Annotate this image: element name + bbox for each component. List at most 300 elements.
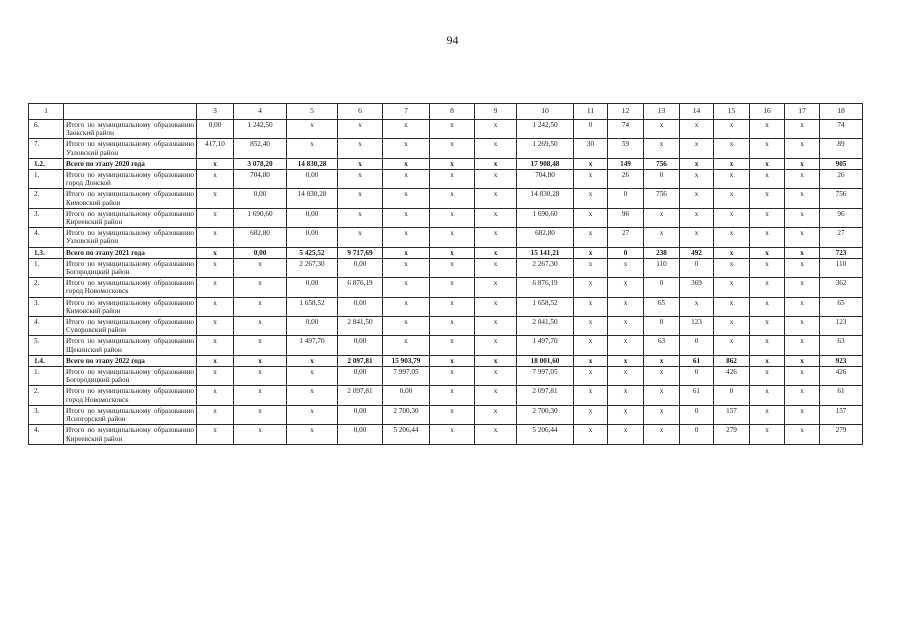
table-cell: 110 [644, 258, 680, 277]
table-cell: x [383, 247, 430, 258]
table-cell: 2 267,30 [517, 258, 574, 277]
column-header: 17 [785, 104, 820, 120]
table-cell: 682,80 [234, 228, 287, 247]
row-index: 2. [29, 189, 64, 208]
table-cell: 65 [820, 297, 863, 316]
table-cell: x [608, 425, 644, 444]
table-cell: 5 206,44 [517, 425, 574, 444]
table-cell: x [750, 367, 785, 386]
table-cell: x [475, 297, 517, 316]
table-cell: x [287, 355, 338, 366]
table-cell: 26 [608, 170, 644, 189]
table-cell: 1 242,50 [234, 120, 287, 139]
table-cell: x [287, 386, 338, 405]
table-cell: x [785, 367, 820, 386]
table-cell: x [383, 228, 430, 247]
table-cell: x [430, 139, 475, 158]
column-header: 6 [338, 104, 383, 120]
table-cell: x [430, 208, 475, 227]
table-cell: x [750, 139, 785, 158]
table-cell: x [197, 247, 234, 258]
table-cell: 0,00 [338, 297, 383, 316]
table-cell: x [197, 170, 234, 189]
table-cell: x [475, 405, 517, 424]
table-cell: x [785, 425, 820, 444]
table-cell: 1 269,50 [517, 139, 574, 158]
table-cell: x [608, 317, 644, 336]
table-row [29, 297, 863, 316]
table-cell: 238 [644, 247, 680, 258]
row-index: 1.2. [29, 158, 64, 169]
table-cell: x [714, 336, 750, 355]
column-header: 3 [197, 104, 234, 120]
table-cell: x [475, 139, 517, 158]
table-cell: 0 [644, 278, 680, 297]
column-header: 14 [680, 104, 714, 120]
table-cell: x [750, 120, 785, 139]
table-cell: x [785, 120, 820, 139]
table-cell: x [197, 208, 234, 227]
table-body [29, 104, 863, 445]
table-cell: x [574, 208, 608, 227]
table-cell: x [750, 386, 785, 405]
table-cell: x [644, 386, 680, 405]
table-cell: x [197, 278, 234, 297]
column-header: 5 [287, 104, 338, 120]
row-index: 3. [29, 297, 64, 316]
table-cell: x [430, 170, 475, 189]
table-cell: 905 [820, 158, 863, 169]
table-cell: 0 [714, 386, 750, 405]
table-cell: x [750, 317, 785, 336]
column-header: 16 [750, 104, 785, 120]
table-cell: 157 [820, 405, 863, 424]
table-cell: x [383, 158, 430, 169]
row-index: 5. [29, 336, 64, 355]
table-cell: 14 830,28 [287, 158, 338, 169]
table-cell: 756 [820, 189, 863, 208]
table-cell: x [785, 170, 820, 189]
table-cell: 0,00 [287, 170, 338, 189]
table-cell: x [714, 189, 750, 208]
table-cell: 17 908,48 [517, 158, 574, 169]
table-cell: x [785, 386, 820, 405]
table-cell: x [714, 170, 750, 189]
table-cell: x [750, 208, 785, 227]
table-cell: x [714, 278, 750, 297]
table-cell: x [680, 208, 714, 227]
table-cell: x [234, 367, 287, 386]
table-cell: 1 497,70 [287, 336, 338, 355]
table-cell: 0 [574, 120, 608, 139]
table-cell: 110 [820, 258, 863, 277]
table-row [29, 139, 863, 158]
table-cell: x [430, 189, 475, 208]
table-cell: x [430, 297, 475, 316]
table-cell: x [430, 120, 475, 139]
table-cell: x [608, 297, 644, 316]
table-cell: x [785, 139, 820, 158]
table-cell: x [475, 425, 517, 444]
table-cell: x [750, 405, 785, 424]
column-header: 8 [430, 104, 475, 120]
table-row [29, 278, 863, 297]
table-cell: x [714, 258, 750, 277]
data-table [28, 103, 863, 445]
table-cell: x [574, 278, 608, 297]
table-cell: 0 [680, 367, 714, 386]
table-cell: x [644, 367, 680, 386]
table-cell: x [714, 120, 750, 139]
table-cell: 63 [820, 336, 863, 355]
table-cell: 2 841,50 [338, 317, 383, 336]
table-cell: x [785, 189, 820, 208]
table-cell: x [430, 425, 475, 444]
table-cell: x [644, 425, 680, 444]
table-cell: x [750, 258, 785, 277]
table-cell: x [383, 278, 430, 297]
table-cell: 0,00 [383, 386, 430, 405]
row-label: Всего по этапу 2020 года [64, 158, 197, 169]
table-cell: 74 [820, 120, 863, 139]
table-cell: x [608, 278, 644, 297]
table-cell: x [338, 120, 383, 139]
row-label: Итого по муниципальному образованию Заокский район [64, 120, 197, 139]
table-cell: 2 841,50 [517, 317, 574, 336]
table-cell: 723 [820, 247, 863, 258]
table-cell: x [574, 158, 608, 169]
table-cell: x [714, 158, 750, 169]
column-header: 9 [475, 104, 517, 120]
table-cell: x [750, 247, 785, 258]
table-cell: 123 [820, 317, 863, 336]
table-cell: 0 [608, 189, 644, 208]
row-label: Итого по муниципальному образованию город Новомосковск [64, 278, 197, 297]
table-cell: 0 [680, 258, 714, 277]
table-cell: x [785, 258, 820, 277]
row-index: 1. [29, 367, 64, 386]
table-row [29, 317, 863, 336]
table-cell: x [574, 317, 608, 336]
row-label: Итого по муниципальному образованию Суворовский район [64, 317, 197, 336]
table-cell: x [680, 158, 714, 169]
table-row [29, 120, 863, 139]
table-cell: x [383, 139, 430, 158]
table-cell: 149 [608, 158, 644, 169]
table-cell: x [287, 120, 338, 139]
table-row [29, 336, 863, 355]
table-cell: 2 097,81 [338, 386, 383, 405]
table-cell: 96 [608, 208, 644, 227]
table-cell: x [608, 367, 644, 386]
row-label: Итого по муниципальному образованию Киреевский район [64, 208, 197, 227]
table-cell: x [430, 228, 475, 247]
table-cell: 65 [644, 297, 680, 316]
table-cell: x [644, 139, 680, 158]
table-cell: 0,00 [234, 189, 287, 208]
row-index: 2. [29, 278, 64, 297]
table-cell: x [750, 189, 785, 208]
table-cell: x [383, 258, 430, 277]
table-cell: 123 [680, 317, 714, 336]
table-cell: x [750, 336, 785, 355]
table-cell: x [714, 228, 750, 247]
table-cell: 682,80 [517, 228, 574, 247]
row-index: 1. [29, 258, 64, 277]
row-label: Итого по муниципальному образованию Узловский район [64, 139, 197, 158]
table-cell: 417,10 [197, 139, 234, 158]
table-cell: x [383, 297, 430, 316]
table-cell: 74 [608, 120, 644, 139]
table-cell: x [680, 189, 714, 208]
table-cell: 1 242,50 [517, 120, 574, 139]
row-index: 3. [29, 208, 64, 227]
header-row [29, 104, 863, 120]
table-cell: x [750, 228, 785, 247]
table-cell: x [197, 189, 234, 208]
table-cell: 0,00 [287, 208, 338, 227]
table-cell: x [680, 170, 714, 189]
table-cell: x [680, 228, 714, 247]
table-cell: 15 903,79 [383, 355, 430, 366]
table-cell: 61 [680, 355, 714, 366]
row-label: Итого по муниципальному образованию Кимовский район [64, 297, 197, 316]
table-cell: x [574, 228, 608, 247]
table-cell: 5 425,52 [287, 247, 338, 258]
row-index: 1.3. [29, 247, 64, 258]
table-row [29, 228, 863, 247]
table-cell: 14 830,28 [517, 189, 574, 208]
table-cell: x [785, 247, 820, 258]
row-label: Итого по муниципальному образованию Киреевский район [64, 425, 197, 444]
table-cell: x [574, 355, 608, 366]
table-cell: 0,00 [287, 317, 338, 336]
table-cell: x [785, 278, 820, 297]
table-cell: 852,40 [234, 139, 287, 158]
table-cell: 279 [714, 425, 750, 444]
row-index: 4. [29, 317, 64, 336]
table-cell: x [714, 247, 750, 258]
table-cell: x [383, 336, 430, 355]
column-header: 11 [574, 104, 608, 120]
table-cell: 0,00 [287, 228, 338, 247]
table-cell: 6 876,19 [338, 278, 383, 297]
table-cell: x [785, 317, 820, 336]
table-row [29, 208, 863, 227]
row-label: Итого по муниципальному образованию город Новомосковск [64, 386, 197, 405]
table-cell: x [430, 386, 475, 405]
table-cell: x [430, 367, 475, 386]
table-cell: 61 [680, 386, 714, 405]
table-cell: 7 997,05 [383, 367, 430, 386]
table-cell: x [785, 355, 820, 366]
table-cell: x [644, 120, 680, 139]
table-cell: x [475, 228, 517, 247]
row-index: 7. [29, 139, 64, 158]
table-cell: x [475, 158, 517, 169]
table-cell: x [197, 386, 234, 405]
table-row [29, 258, 863, 277]
table-cell: x [430, 317, 475, 336]
table-cell: 27 [608, 228, 644, 247]
table-cell: x [430, 355, 475, 366]
row-label: Всего по этапу 2021 года [64, 247, 197, 258]
column-header: 1 [29, 104, 64, 120]
row-label: Итого по муниципальному образованию Кимовский район [64, 189, 197, 208]
column-header: 4 [234, 104, 287, 120]
table-cell: 2 700,30 [383, 405, 430, 424]
table-cell: x [287, 367, 338, 386]
table-cell: x [234, 405, 287, 424]
table-cell: x [475, 317, 517, 336]
table-cell: x [714, 297, 750, 316]
table-cell: x [574, 170, 608, 189]
table-cell: 0,00 [338, 367, 383, 386]
row-index: 2. [29, 386, 64, 405]
table-cell: x [287, 425, 338, 444]
table-cell: x [430, 258, 475, 277]
table-cell: 59 [608, 139, 644, 158]
table-cell: 63 [644, 336, 680, 355]
table-cell: 1 658,52 [287, 297, 338, 316]
table-cell: 862 [714, 355, 750, 366]
table-cell: x [608, 405, 644, 424]
table-cell: x [338, 158, 383, 169]
table-cell: x [785, 228, 820, 247]
table-cell: 0 [680, 425, 714, 444]
table-cell: x [680, 297, 714, 316]
column-header [64, 104, 197, 120]
table-cell: 27 [820, 228, 863, 247]
table-cell: x [383, 189, 430, 208]
table-cell: x [680, 120, 714, 139]
table-cell: x [197, 158, 234, 169]
table-cell: x [475, 278, 517, 297]
row-label: Итого по муниципальному образованию Узловский район [64, 228, 197, 247]
table-cell: x [475, 355, 517, 366]
table-cell: 157 [714, 405, 750, 424]
row-label: Итого по муниципальному образованию Ясногорский район [64, 405, 197, 424]
row-index: 4. [29, 425, 64, 444]
table-cell: x [574, 405, 608, 424]
table-cell: 2 267,30 [287, 258, 338, 277]
table-cell: x [430, 278, 475, 297]
table-cell: 0,00 [338, 258, 383, 277]
row-label: Итого по муниципальному образованию Богородицкий район [64, 258, 197, 277]
table-cell: 14 830,28 [287, 189, 338, 208]
table-cell: x [383, 317, 430, 336]
table-cell: x [644, 208, 680, 227]
table-cell: 0,00 [338, 336, 383, 355]
row-index: 1. [29, 170, 64, 189]
table-cell: x [750, 170, 785, 189]
table-cell: x [338, 228, 383, 247]
table-cell: 0 [644, 317, 680, 336]
table-cell: x [574, 258, 608, 277]
table-cell: x [430, 336, 475, 355]
row-label: Итого по муниципальному образованию город Донской [64, 170, 197, 189]
table-cell: x [750, 355, 785, 366]
table-cell: x [197, 367, 234, 386]
total-row [29, 355, 863, 366]
table-cell: x [234, 336, 287, 355]
table-cell: x [574, 386, 608, 405]
table-cell: x [714, 208, 750, 227]
table-cell: 0,00 [287, 278, 338, 297]
table-cell: 1 497,70 [517, 336, 574, 355]
table-cell: x [608, 386, 644, 405]
table-cell: x [750, 297, 785, 316]
table-cell: 756 [644, 158, 680, 169]
table-cell: 3 078,20 [234, 158, 287, 169]
table-cell: x [785, 297, 820, 316]
table-cell: x [785, 336, 820, 355]
table-row [29, 170, 863, 189]
page-number: 94 [446, 33, 459, 47]
table-cell: x [785, 158, 820, 169]
table-cell: 0 [680, 405, 714, 424]
table-cell: x [644, 355, 680, 366]
table-cell: x [475, 258, 517, 277]
table-row [29, 367, 863, 386]
table-cell: x [475, 386, 517, 405]
table-cell: 2 700,30 [517, 405, 574, 424]
row-index: 4. [29, 228, 64, 247]
table-cell: x [680, 139, 714, 158]
table-cell: x [714, 139, 750, 158]
table-cell: x [475, 367, 517, 386]
table-cell: 9 717,69 [338, 247, 383, 258]
table-cell: 1 690,60 [517, 208, 574, 227]
column-header: 18 [820, 104, 863, 120]
table-cell: x [197, 297, 234, 316]
table-cell: 1 690,60 [234, 208, 287, 227]
table-cell: 279 [820, 425, 863, 444]
table-cell: x [197, 336, 234, 355]
table-cell: 26 [820, 170, 863, 189]
table-cell: 6 876,19 [517, 278, 574, 297]
table-cell: x [750, 158, 785, 169]
table-cell: x [608, 336, 644, 355]
row-label: Итого по муниципальному образованию Щекинский район [64, 336, 197, 355]
column-header: 12 [608, 104, 644, 120]
table-cell: x [785, 208, 820, 227]
table-row [29, 425, 863, 444]
row-index: 1.4. [29, 355, 64, 366]
table-cell: x [197, 425, 234, 444]
table-cell: x [234, 278, 287, 297]
table-cell: x [608, 258, 644, 277]
table-cell: x [475, 170, 517, 189]
table-cell: x [197, 228, 234, 247]
table-cell: 923 [820, 355, 863, 366]
table-cell: 362 [820, 278, 863, 297]
table-cell: 426 [714, 367, 750, 386]
table-cell: 15 141,21 [517, 247, 574, 258]
table-cell: 0 [680, 336, 714, 355]
table-cell: x [383, 208, 430, 227]
table-cell: x [475, 208, 517, 227]
table-cell: x [574, 367, 608, 386]
table-cell: x [197, 355, 234, 366]
table-cell: 704,80 [517, 170, 574, 189]
table-cell: x [574, 247, 608, 258]
table-cell: 369 [680, 278, 714, 297]
table-cell: 492 [680, 247, 714, 258]
table-cell: x [475, 120, 517, 139]
table-cell: x [197, 317, 234, 336]
table-cell: x [287, 405, 338, 424]
